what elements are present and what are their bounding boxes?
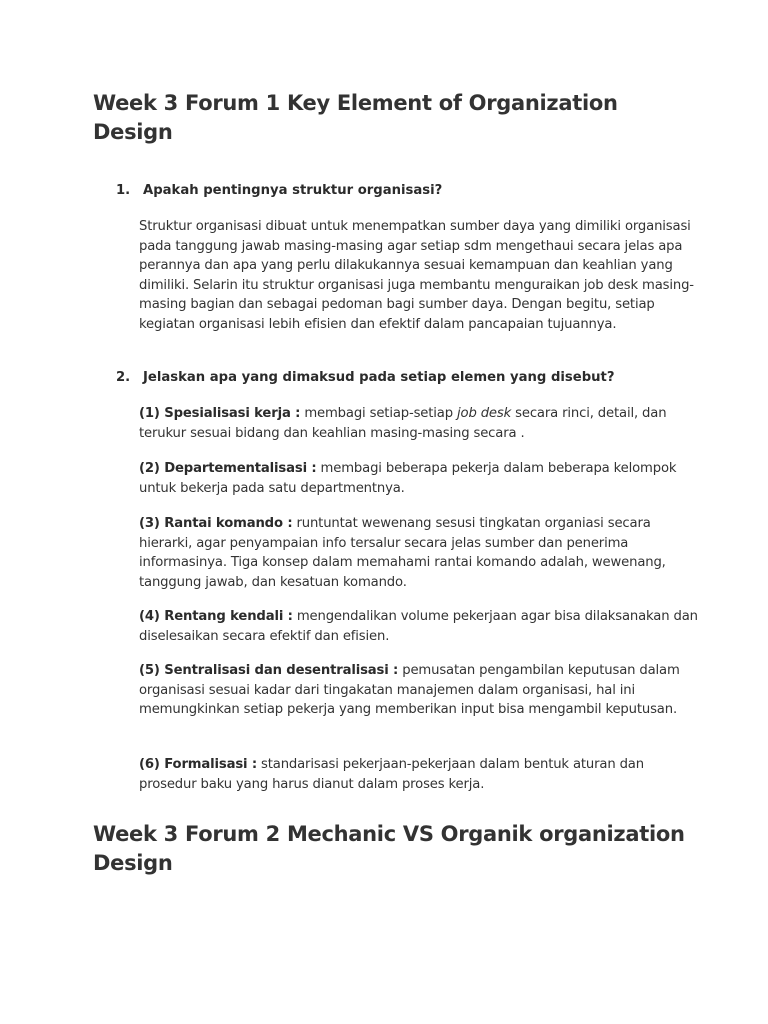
element-sentralisasi-desentralisasi: [139, 661, 699, 720]
element-description: standarisasi pekerjaan-pekerjaan dalam bentuk aturan dan prosedur baku yang harus dianut dalam proses kerja.: [139, 757, 644, 792]
element-term: (1) Spesialisasi kerja :: [139, 406, 301, 421]
answer-1: Struktur organisasi dibuat untuk menempatkan sumber daya yang dimiliki organisasi pada tanggung jawab masing-masing agar setiap sdm mengethaui secara jelas apa perannya dan apa yang perlu dilakukannya sesuai kemampuan dan keahlian yang dimiliki. Selarin itu struktur organisasi juga membantu menguraikan job desk masing-masing bagian dan sebagai pedoman bagi sumber daya. Dengan begitu, setiap kegiatan organisasi lebih efisien dan efektif dalam pancapaian tujuannya.: [139, 219, 694, 332]
element-term: (6) Formalisasi :: [139, 757, 257, 772]
element-term: (4) Rentang kendali :: [139, 609, 293, 624]
element-description-italic: job desk: [457, 406, 512, 421]
element-description: membagi beberapa pekerja dalam beberapa kelompok untuk bekerja pada satu departmentnya.: [139, 461, 677, 496]
question-1: [116, 181, 676, 200]
element-rantai-komando: [139, 514, 699, 592]
element-spesialisasi-kerja: [139, 404, 699, 443]
question-1-number: 1.: [116, 183, 131, 198]
element-departementalisasi: [139, 459, 699, 498]
element-description: membagi setiap-setiap: [300, 406, 458, 421]
element-description: mengendalikan volume pekerjaan agar bisa dilaksanakan dan diselesaikan secara efektif dan efisien.: [139, 609, 698, 644]
element-term: (2) Departementalisasi :: [139, 461, 317, 476]
forum2-title: Week 3 Forum 2 Mechanic VS Organik organization Design: [93, 822, 685, 875]
element-description: runtuntat wewenang sesusi tingkatan organiasi secara hierarki, agar penyampaian info tersalur secara jelas sumber dan penerima informasinya. Tiga konsep dalam memahami rantai komando adalah, wewenang, tanggung jawab, dan kesatuan komando.: [139, 516, 666, 590]
question-2: [116, 368, 676, 387]
element-term: (5) Sentralisasi dan desentralisasi :: [139, 663, 399, 678]
element-formalisasi: [139, 755, 699, 794]
element-description: secara rinci, detail, dan terukur sesuai bidang dan keahlian masing-masing secara .: [139, 406, 667, 441]
forum1-title: Week 3 Forum 1 Key Element of Organization Design: [93, 91, 618, 144]
element-description: pemusatan pengambilan keputusan dalam organisasi sesuai kadar dari tingakatan manajemen dalam organisasi, hal ini memungkinkan setiap pekerja yang memberikan input bisa mengambil keputusan.: [139, 663, 680, 717]
element-term: (3) Rantai komando :: [139, 516, 293, 531]
element-rentang-kendali: [139, 607, 699, 646]
question-2-text: Jelaskan apa yang dimaksud pada setiap elemen yang disebut?: [143, 370, 615, 385]
question-1-text: Apakah pentingnya struktur organisasi?: [143, 183, 443, 198]
question-2-number: 2.: [116, 370, 131, 385]
